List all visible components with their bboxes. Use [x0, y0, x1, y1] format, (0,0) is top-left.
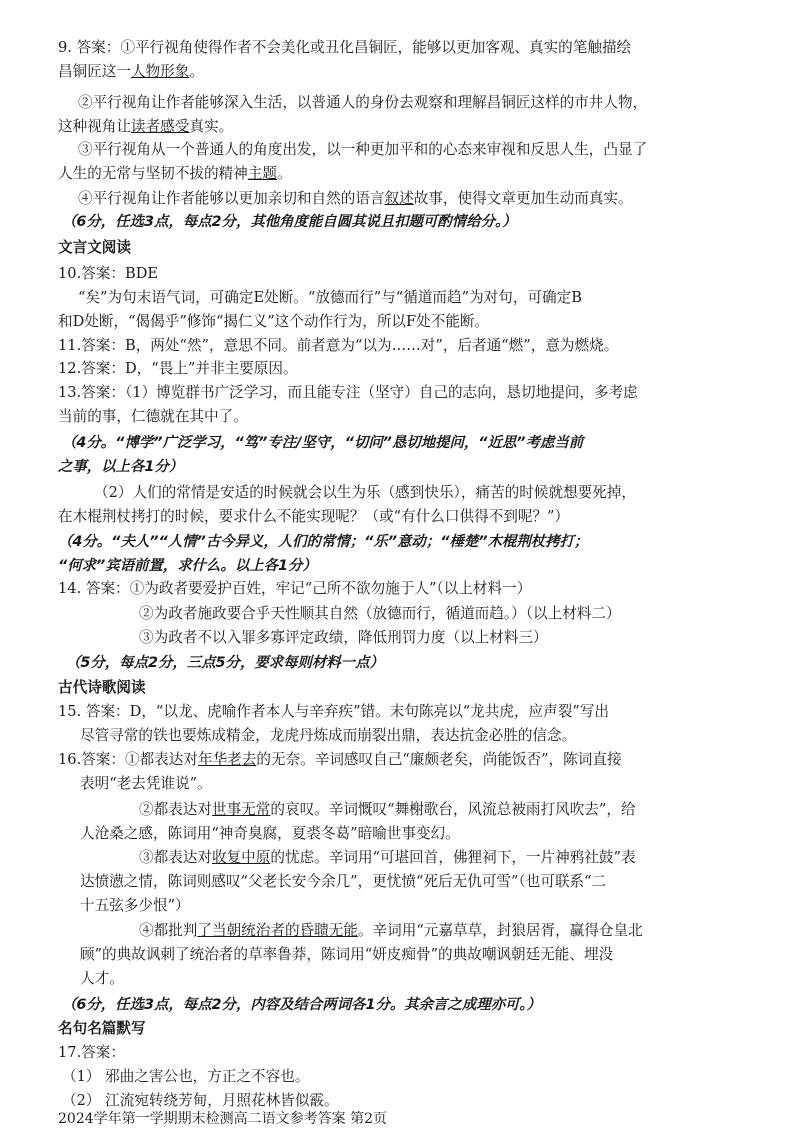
- q9-point-3-line-1: [78, 140, 647, 160]
- q9-point-2-line-1: [78, 93, 647, 113]
- q13-answer-1-line-1: 13.答案：（1）博览群书广泛学习，而且能专注（坚守）自己的志向，恳切地提问，多考虑: [58, 384, 638, 401]
- text-run: ②平行视角让作者能够深入生活，以普通人的身份去观察和理解昌铜匠这样的市井人物，: [78, 94, 648, 111]
- page-footer: 2024学年第一学期期末检测高二语文参考答案 第2页: [58, 1111, 387, 1127]
- underlined-keyword: 年华老去: [197, 751, 257, 768]
- q16-point-4-line-2: 顾”的典故讽刺了统治者的草率鲁莽，陈词用“妍皮痴骨”的典故嘲讽朝廷无能、埋没: [80, 946, 614, 963]
- q14-answer-3: ③为政者不以入罪多寡评定政绩，降低刑罚力度（以上材料三）: [139, 629, 548, 646]
- q10-answer: 10.答案：BDE: [58, 265, 159, 282]
- text-run: 真实。: [189, 118, 234, 135]
- q13-answer-2-line-1: （2）人们的常情是安适的时候就会以生为乐（感到快乐），痛苦的时候就想要死掉，: [94, 484, 636, 501]
- q16-point-3-line-1: [139, 848, 636, 868]
- text-run: 。辛词用“元嘉草草，封狼居胥，赢得仓皇北: [357, 922, 643, 939]
- q9-line-1: 9. 答案：①平行视角使得作者不会美化或丑化昌铜匠，能够以更加客观、真实的笔触描绘: [58, 39, 632, 56]
- section-heading-classical-chinese: 文言文阅读: [58, 239, 131, 256]
- text-run: 的忧虑。辛词用“可堪回首，佛狸祠下，一片神鸦社鼓”表: [270, 849, 636, 866]
- q17-answer-1: （1） 邪曲之害公也，方正之不容也。: [62, 1068, 310, 1085]
- q13-scoring-note-1-line-2: 之事，以上各1分）: [58, 459, 184, 475]
- text-run: 。: [189, 63, 204, 80]
- text-run: 。: [276, 165, 292, 182]
- text-run: 这种视角让: [58, 118, 131, 135]
- section-heading-famous-passages: 名句名篇默写: [58, 1020, 146, 1037]
- q16-point-2-line-1: [139, 800, 636, 820]
- q16-point-4-line-1: [139, 921, 643, 941]
- q13-answer-2-line-2: 在木棍荆杖拷打的时候，要求什么不能实现呢？（或“有什么口供得不到呢？”）: [58, 508, 570, 525]
- q10-explanation-1: “矣”为句末语气词，可确定E处断。“放德而行”与“循道而趋”为对句，可确定B: [78, 289, 582, 306]
- underlined-keyword: 人物形象: [130, 63, 190, 80]
- section-heading-ancient-poetry: 古代诗歌阅读: [58, 679, 146, 696]
- q9-point-4: [78, 189, 633, 209]
- q15-answer-line-2: 尽管寻常的铁也要炼成精金，龙虎丹炼成而崩裂出鼎，表达抗金必胜的信念。: [80, 727, 577, 744]
- underlined-keyword: 了当朝统治者的昏聩无能: [197, 922, 358, 939]
- q9-scoring-note: （6分，任选3点，每点2分，其他角度能自圆其说且扣题可酌情给分。）: [62, 214, 517, 230]
- q9-point-3-line-2: [58, 164, 292, 184]
- text-run: 故事，使得文章更加生动而真实。: [413, 190, 633, 207]
- q15-answer-line-1: 15. 答案：D，“以龙、虎喻作者本人与辛弃疾”错。末句陈亮以“龙共虎，应声裂”写出: [58, 703, 609, 720]
- q16-point-3-line-3: 十五弦多少恨”）: [80, 897, 190, 914]
- q13-scoring-note-2-line-2: “何求”宾语前置，求什么。以上各1分）: [58, 558, 317, 574]
- text-run: 16.答案：①都表达对: [58, 751, 198, 768]
- underlined-keyword: 收复中原: [211, 849, 271, 866]
- underlined-keyword: 主题: [247, 165, 277, 182]
- q14-scoring-note: （5分，每点2分，三点5分，要求每则材料一点）: [66, 655, 384, 671]
- q17-answer-label: 17.答案：: [58, 1044, 125, 1061]
- text-run: ②都表达对: [139, 801, 212, 818]
- q16-point-1-line-2: 表明“老去凭谁说”。: [80, 775, 212, 792]
- q10-explanation-2: 和D处断，“偈偈乎”修饰“揭仁义”这个动作行为，所以F处不能断。: [58, 313, 490, 330]
- q16-point-2-line-2: 人沧桑之感，陈词用“神奇臭腐，夏裘冬葛”暗喻世事变幻。: [80, 825, 460, 842]
- q13-scoring-note-1-line-1: （4分。“博学”广泛学习，“笃”专注/坚守，“切问”恳切地提问，“近思”考虑当前: [62, 435, 584, 451]
- q13-scoring-note-2-line-1: （4分。“夫人”“人情”古今异义，人们的常情；“乐”意动；“棰楚”木棍荆杖拷打；: [58, 534, 589, 550]
- text-run: 昌铜匠这一: [58, 63, 131, 80]
- q13-answer-1-line-2: 当前的事，仁德就在其中了。: [58, 408, 248, 425]
- q14-answer-1: 14. 答案：①为政者要爱护百姓，牢记“己所不欲勿施于人”（以上材料一）: [58, 580, 532, 597]
- text-run: 的哀叹。辛词慨叹“舞榭歌台，风流总被雨打风吹去”，给: [270, 801, 636, 818]
- text-run: ④平行视角让作者能够以更加亲切和自然的语言: [78, 190, 385, 207]
- q16-point-3-line-2: 达愤懑之情，陈词则感叹“父老长安今余几”，更忧愤“死后无仇可雪”（也可联系“二: [80, 873, 607, 890]
- q14-answer-2: ②为政者施政要合乎天性顺其自然（放德而行，循道而趋。）（以上材料二）: [139, 605, 621, 622]
- q12-answer: 12.答案：D，“畏上”并非主要原因。: [58, 360, 298, 377]
- q9-point-2-line-2: [58, 117, 233, 137]
- q16-scoring-note: （6分，任选3点，每点2分，内容及结合两词各1分。其余言之成理亦可。）: [62, 997, 541, 1013]
- q17-answer-2: （2） 江流宛转绕芳甸，月照花林皆似霰。: [62, 1092, 339, 1109]
- q16-point-1-line-1: [58, 750, 622, 770]
- text-run: ④都批判: [139, 922, 198, 939]
- text-run: 的无奈。辛词感叹自己“廉颇老矣，尚能饭否”，陈词直接: [256, 751, 622, 768]
- q11-answer: 11.答案：B，两处“然”，意思不同。前者意为“以为……对”，后者通“燃”，意为燃烧。: [58, 337, 619, 354]
- text-run: 人生的无常与坚韧不拔的精神: [58, 165, 248, 182]
- underlined-keyword: 世事无常: [211, 801, 271, 818]
- q9-line-2: [58, 62, 204, 82]
- text-run: ③平行视角从一个普通人的角度出发，以一种更加平和的心态来审视和反思人生，凸显了: [78, 141, 648, 158]
- text-run: ③都表达对: [139, 849, 212, 866]
- q16-point-4-line-3: 人才。: [80, 970, 124, 987]
- underlined-keyword: 叙述: [384, 190, 414, 207]
- underlined-keyword: 读者感受: [130, 118, 190, 135]
